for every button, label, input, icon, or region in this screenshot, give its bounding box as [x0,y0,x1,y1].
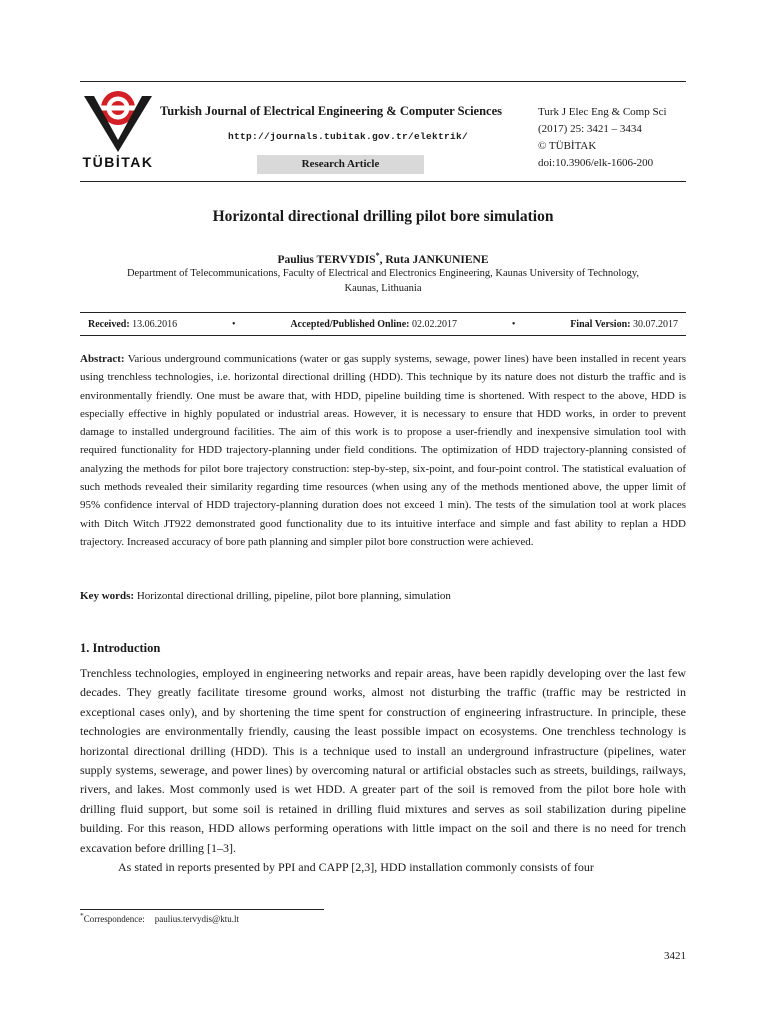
copyright: © TÜBİTAK [538,140,597,152]
intro-paragraph: As stated in reports presented by PPI and CAPP [2,3], HDD installation commonly consists of four [118,860,594,875]
dates-bar [80,312,686,336]
tubitak-logo [82,88,154,176]
page-number: 3421 [664,950,686,962]
correspondence-email[interactable]: paulius.tervydis@ktu.lt [154,914,240,924]
volume-pages: (2017) 25: 3421 – 3434 [538,123,642,135]
keywords-label: Key words: [80,590,135,602]
doi-link[interactable]: doi:10.3906/elk-1606-200 [538,157,654,169]
abstract-label: Abstract: [80,353,125,365]
affiliation: Department of Telecommunications, Faculty of Electrical and Electronics Engineering, Kaunas University of Technology, Kaunas, Lithuania [126,268,640,294]
introduction-body [80,664,686,877]
article-type-badge: Research Article [257,155,424,174]
journal-abbrev: Turk J Elec Eng & Comp Sci [538,106,667,118]
keywords [80,590,686,602]
abstract-text: Various underground communications (water or gas supply systems, sewage, power lines) have been installed in recent years using trenchless technologies, i.e. horizontal directional drilling (HDD). This technique by its nature does not disturb the traffic and is environmentally friendly. One must be aware that, with HDD, pipeline building time is shortened. With respect to the above, HDD is especially effective in highly populated or industrial areas. However, it is necessary to ensure that HDD works, in order to prevent damage to installed underground facilities. The aim of this work is to propose a user-friendly and inexpensive simulation tool with required functionality for HDD trajectory-planning under field conditions. The optimization of HDD trajectory-planning consisted of analyzing the methods for pilot bore trajectory construction: step-by-step, six-point, and four-point control. The statistical evaluation of such methods revealed their similarity regarding time resources (when using any of the methods mentioned above, the upper limit of 95% confidence interval of HDD trajectory-planning duration does not exceed 1 min). The tests of the simulation tool at work places with Ditch Witch JT922 demonstrated good functionality due to its intuitive interface and simple and fast ability to replan a HDD trajectory. Increased accuracy of bore path planning and simpler pilot bore construction were achieved. [80,353,686,548]
header-top-rule [80,81,686,82]
intro-paragraph: Trenchless technologies, employed in engineering networks and repair areas, have been rapidly developing over the last few decades. They greatly facilitate tiresome ground works, almost not disturbing the traffic (traffic may be restricted in exceptional cases only), and by shortening the time spent for construction of engineering infrastructure. In principle, these technologies are environmentally friendly, causing the least possible impact on ecosystems. One trenchless technology is horizontal directional drilling (HDD). This is a technique used to install an underground infrastructure (pipelines, water supply systems, sewerage, and power lines) by overcoming natural or artificial obstacles such as streets, buildings, railways, rivers, and lakes. Most commonly used is wet HDD. A greater part of the soil is removed from the pilot bore hole with drilling fluid support, but some soil is retained in drilling fluid mixtures and serves as soil stabilization during pipeline building. For this reason, HDD allows performing operations with little impact on the soil and there is no need for trench excavation before drilling [1–3]. [80,666,686,855]
author-rest: , Ruta JANKUNIENE [379,253,489,266]
date-separator: • [231,318,236,330]
footnote-rule [80,909,324,910]
accepted-date: Accepted/Published Online: 02.02.2017 [290,318,458,330]
tubitak-logo-icon [82,88,154,152]
authors [80,251,686,266]
keywords-text: Horizontal directional drilling, pipeline, pilot bore planning, simulation [134,590,451,602]
footnote-mark: * [80,911,84,920]
section-heading-introduction: 1. Introduction [80,641,161,655]
header-bottom-rule [80,181,686,182]
journal-name: Turkish Journal of Electrical Engineering & Computer Sciences [160,104,503,118]
final-date: Final Version: 30.07.2017 [570,318,678,330]
paper-title: Horizontal directional drilling pilot bore simulation [212,208,554,225]
received-date: Received: 13.06.2016 [88,318,178,330]
footnote-label: Correspondence: [83,914,145,924]
footnote [80,911,239,924]
corresponding-mark: * [375,251,380,260]
date-separator: • [511,318,516,330]
abstract [80,350,686,551]
journal-url-link[interactable]: http://journals.tubitak.gov.tr/elektrik/ [228,131,469,142]
author-first: Paulius TERVYDIS [277,253,376,266]
logo-wordmark: TÜBİTAK [82,154,154,170]
citation-block [538,104,667,172]
